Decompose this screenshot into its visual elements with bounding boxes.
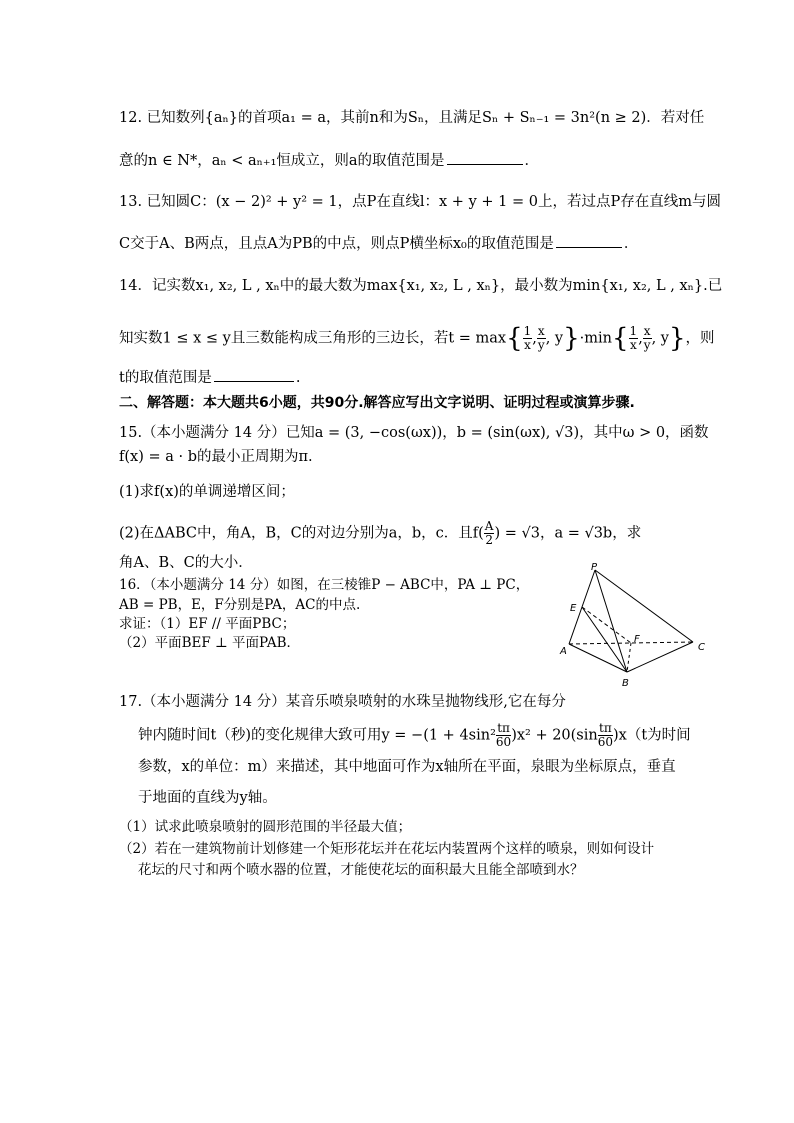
q15-text: ) = √3，a = √3b，求 [494,525,642,542]
q14-end: ，则 [685,330,715,347]
label-p: P [591,562,598,573]
q17-line2 [138,722,691,749]
q15-part2 [119,520,641,547]
edge-ab [569,644,627,672]
q13-line1: 13. 已知圆C：(x − 2)² + y² = 1，点P在直线l：x + y + 1 = 0上，若过点P存在直线m与圆 [119,194,721,210]
q12-end: ． [524,153,540,169]
q12-line2 [119,150,539,171]
edge-bc [627,642,693,672]
left-brace: { [612,323,629,354]
q13-end: ． [623,236,639,252]
q14-line1: 14．记实数x₁, x₂, L , xₙ中的最大数为max{x₁, x₂, L , xₙ}，最小数为min{x₁, x₂, L , xₙ}.已 [119,278,723,294]
q15-part2c: 角A、B、C的大小． [119,555,253,571]
q15-text: (2)在ΔABC中，角A，B，C的对边分别为a，b，c．且f( [119,525,484,542]
fraction: $\frac{t\pi}{60}$ [495,721,512,749]
answer-blank[interactable] [556,233,622,248]
answer-blank[interactable] [214,367,294,382]
segment-fb [627,643,631,672]
q17-text: )x（t为时间 [613,727,691,744]
q17-line4: 于地面的直线为y轴。 [138,790,277,806]
q17-part2a: （2）若在一建筑物前计划修建一个矩形花坛并在花坛内装置两个这样的喷泉，则如何设计 [119,841,655,857]
q16-line1: 16．（本小题满分 14 分）如图，在三棱锥P − ABC中，PA ⊥ PC， [119,577,530,593]
label-a: A [560,646,567,657]
q14-text: t的取值范围是 [119,370,212,386]
fraction: $\frac{1}{x}$ [629,324,638,352]
q16-line4: （2）平面BEF ⊥ 平面PAB． [119,635,301,651]
q15-line1: 15.（本小题满分 14 分）已知a = (3, −cos(ωx))，b = (sin(ωx), √3)，其中ω > 0，函数 [119,425,709,441]
edge-pc [595,570,693,642]
q12-line1: 12. 已知数列{aₙ}的首项a₁ = a，其前n和为Sₙ，且满足Sₙ + Sₙ₋₁ = 3n²(n ≥ 2)．若对任 [119,110,705,126]
q13-line2 [119,233,638,254]
label-e: E [570,603,577,614]
right-brace: } [669,323,686,354]
q14-tail: , y [651,330,669,347]
q14-line3 [119,367,300,388]
q14-text: 知实数1 ≤ x ≤ y且三数能构成三角形的三边长，若t = max [119,330,507,347]
q16-line2: AB = PB，E，F分别是PA，AC的中点. [119,597,361,613]
segment-eb [582,607,627,672]
q14-end: . [295,370,301,386]
q12-text: 意的n ∈ N*，aₙ < aₙ₊₁恒成立，则a的取值范围是 [119,153,445,169]
tetrahedron-figure [555,560,715,690]
fraction: $\frac{x}{y}$ [537,324,545,352]
right-brace: } [563,323,580,354]
q16-line3: 求证：（1）EF // 平面PBC； [119,616,296,632]
section-heading: 二、解答题：本大题共6小题，共90分.解答应写出文字说明、证明过程或演算步骤. [119,395,635,411]
q14-tail: , y [545,330,564,347]
edge-pb [595,570,627,672]
q17-line1: 17.（本小题满分 14 分）某音乐喷泉喷射的水珠呈抛物线形,它在每分 [119,694,566,710]
q17-part2b: 花坛的尺寸和两个喷水器的位置，才能使花坛的面积最大且能全部喷到水？ [138,862,584,878]
label-b: B [622,678,629,689]
fraction: $\frac{t\pi}{60}$ [597,721,614,749]
left-brace: { [506,323,523,354]
segment-ef [582,607,631,643]
q17-part1: （1）试求此喷泉喷射的圆形范围的半径最大值； [119,819,412,835]
q17-text: )x² + 20(sin [511,727,598,744]
q14-line2: 知实数1 ≤ x ≤ y且三数能构成三角形的三边长，若t = max{ $\frac{1}{x}$ , $\frac{x}{y}$ , y}·min{ $\frac{1}{x}$ , $\frac{x}{y}$ , y}，则 [119,323,715,354]
fraction: $\frac{1}{x}$ [523,324,532,352]
q15-part1: (1)求f(x)的单调递增区间； [119,484,295,500]
q13-text: C交于A、B两点，且点A为PB的中点，则点P横坐标x₀的取值范围是 [119,236,554,252]
label-c: C [698,642,705,653]
answer-blank[interactable] [447,150,523,165]
label-f: F [634,634,640,645]
fraction: $\frac{A}{2}$ [484,519,494,547]
q17-line3: 参数，x的单位：m）来描述，其中地面可作为x轴所在平面，泉眼为坐标原点，垂直 [138,759,676,775]
q14-min: ·min [579,330,612,347]
fraction: $\frac{x}{y}$ [643,324,651,352]
q17-text: 钟内随时间t（秒)的变化规律大致可用y = −(1 + 4sin² [138,727,496,744]
q15-line2: f(x) = a · b的最小正周期为π. [119,449,313,465]
